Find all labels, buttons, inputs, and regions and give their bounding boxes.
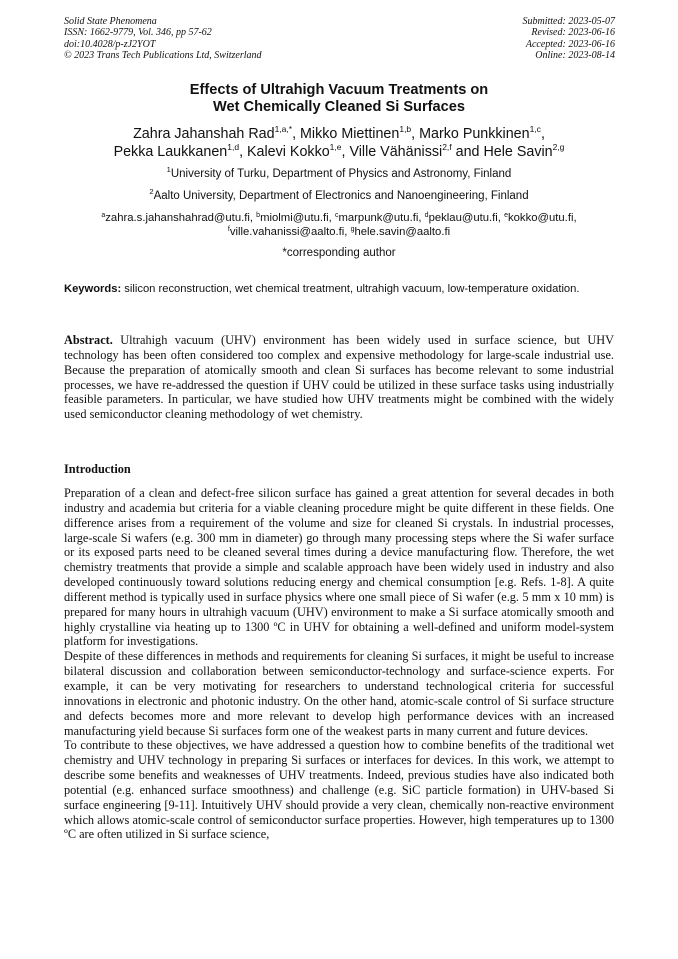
author-name: Marko Punkkinen: [419, 126, 530, 142]
author-name: Kalevi Kokko: [247, 144, 330, 160]
email-line: [64, 225, 614, 239]
paper-title: [64, 82, 614, 116]
author-line: [64, 143, 614, 161]
author-list: [64, 125, 614, 161]
journal-issn: ISSN: 1662-9779, Vol. 346, pp 57-62: [64, 27, 212, 39]
intro-paragraph: Despite of these differences in methods and requirements for cleaning Si surfaces, it might be useful to increase bilateral discussion and collaboration between semiconductor-technology and surface-science experts. For example, it can be very motivating for researchers to understand technological criteria for successful innovations in electronic and photonic industry. On the other hand, atomic-scale control of Si surface structure and defects becomes more and more relevant to develop high performance devices with an increased manufacturing yield because Si surfaces form one of the weakest parts in many current and future devices.: [64, 649, 614, 738]
email-mark: f: [227, 226, 230, 233]
email-line: [64, 211, 614, 225]
author-affiliation-mark: 2,g: [552, 142, 565, 152]
affiliation-text: Aalto University, Department of Electronics and Nanoengineering, Finland: [153, 190, 529, 202]
email-address: hele.savin@aalto.fi: [354, 226, 451, 238]
email-mark: e: [504, 212, 508, 219]
author-separator: ,: [411, 126, 420, 142]
email-address: ville.vahanissi@aalto.fi,: [229, 226, 351, 238]
author-affiliation-mark: 1,a,*: [274, 124, 293, 134]
date-accepted: Accepted: 2023-06-16: [525, 38, 615, 50]
email-address: kokko@utu.fi,: [508, 212, 577, 224]
abstract-label: Abstract.: [64, 333, 113, 347]
publication-dates: [523, 16, 616, 62]
journal-info: [64, 16, 262, 62]
author-name: Pekka Laukkanen: [113, 144, 228, 160]
journal-copyright: © 2023 Trans Tech Publications Ltd, Switzerland: [64, 50, 262, 62]
email-list: [64, 211, 614, 239]
author-affiliation-mark: 1,b: [399, 124, 412, 134]
date-submitted: Submitted: 2023-05-07: [522, 16, 615, 27]
author-separator: and: [451, 144, 484, 160]
email-mark: c: [334, 212, 339, 219]
abstract-text: Ultrahigh vacuum (UHV) environment has been widely used in surface science, but UHV technology has been often considered too complex and expensive methodology for large-scale industrial use. Because the preparation of atomically smooth and clean Si surfaces has become relevant to some industrial processes, we have re-addressed the question if UHV could be utilized in these surface tasks using industrially feasible parameters. In particular, we have studied how UHV treatments might be combined with the widely used semiconductor cleaning methodology of wet chemistry.: [64, 333, 614, 422]
section-heading-introduction: Introduction: [64, 462, 131, 476]
author-separator: ,: [292, 126, 301, 142]
affiliation-1: [64, 167, 614, 181]
email-address: miolmi@utu.fi,: [260, 212, 335, 224]
abstract-paragraph: [64, 333, 614, 422]
author-separator: ,: [540, 126, 545, 142]
author-affiliation-mark: 1,d: [227, 142, 240, 152]
affiliation-mark: 2: [149, 187, 154, 196]
intro-paragraph: Preparation of a clean and defect-free silicon surface has gained a great attention for several decades in both industry and academia but criteria for a viable cleaning procedure might be quite different in these fields. One difference arises from a requirement of the volume and size for cleaned Si crystals. In industrial processes, large-scale Si wafers (e.g. 300 mm in diameter) go through many processing steps where the Si wafer surface or its exposed parts need to be cleaned several times during a device manufacturing flow. Therefore, the wet chemistry treatments that provide a simple and scalable approach have been widely used in industry and also developed continuously toward solutions reducing energy and chemical consumption [e.g. Refs. 1-8]. A quite different method is typically used in surface physics where one small piece of Si wafer (e.g. 5 mm x 10 mm) is prepared for many hours in ultrahigh vacuum (UHV) environment to make a Si surface atomically smooth and highly crystalline via heating up to 1300 ºC in UHV for obtaining a well-defined and uniform model-system platform for investigations.: [64, 486, 614, 649]
email-mark: g: [350, 226, 355, 233]
date-online: Online: 2023-08-14: [535, 50, 615, 62]
email-mark: a: [101, 212, 106, 219]
journal-name: Solid State Phenomena: [64, 16, 157, 27]
date-revised: Revised: 2023-06-16: [531, 27, 615, 39]
author-affiliation-mark: 1,c: [529, 124, 541, 134]
email-mark: d: [424, 212, 429, 219]
affiliation-mark: 1: [166, 165, 171, 174]
email-address: zahra.s.jahanshahrad@utu.fi,: [105, 212, 257, 224]
abstract-section: [64, 333, 614, 422]
author-affiliation-mark: 2,f: [442, 142, 452, 152]
email-mark: b: [256, 212, 261, 219]
author-separator: ,: [341, 144, 350, 160]
keywords-section: [64, 282, 614, 296]
author-affiliation-mark: 1,e: [329, 142, 342, 152]
corresponding-author-note: *corresponding author: [282, 247, 396, 259]
author-name: Mikko Miettinen: [300, 126, 400, 142]
title-line: Wet Chemically Cleaned Si Surfaces: [213, 99, 465, 115]
author-name: Zahra Jahanshah Rad: [133, 126, 275, 142]
title-line: Effects of Ultrahigh Vacuum Treatments on: [189, 82, 489, 98]
introduction-body: [64, 486, 614, 842]
author-name: Hele Savin: [483, 144, 553, 160]
affiliation-text: University of Turku, Department of Physics and Astronomy, Finland: [170, 168, 512, 180]
author-line: [64, 125, 614, 143]
intro-paragraph: To contribute to these objectives, we have addressed a question how to combine benefits of the traditional wet chemistry and UHV technology in preparing Si surfaces or interfaces for devices. In this work, we attempt to describe some benefits and weaknesses of UHV treatments. Indeed, previous studies have also indicated both potential (e.g. enhanced surface smoothness) and challenge (e.g. SiC particle formation) in UHV-based Si surface engineering [9-11]. Intuitively UHV should provide a very clean, chemically non-reactive environment which allows atomic-scale control of semiconductor surface properties. However, high temperatures up to 1300 ºC are often utilized in Si surface science,: [64, 738, 614, 842]
journal-doi: doi:10.4028/p-zJ2YOT: [64, 38, 156, 50]
email-address: peklau@utu.fi,: [428, 212, 505, 224]
author-separator: ,: [239, 144, 248, 160]
email-address: marpunk@utu.fi,: [338, 212, 425, 224]
author-name: Ville Vähänissi: [349, 144, 443, 160]
keywords-label: Keywords:: [64, 283, 122, 295]
keywords-text: silicon reconstruction, wet chemical treatment, ultrahigh vacuum, low-temperature oxidation.: [121, 283, 580, 295]
affiliation-2: [64, 189, 614, 203]
